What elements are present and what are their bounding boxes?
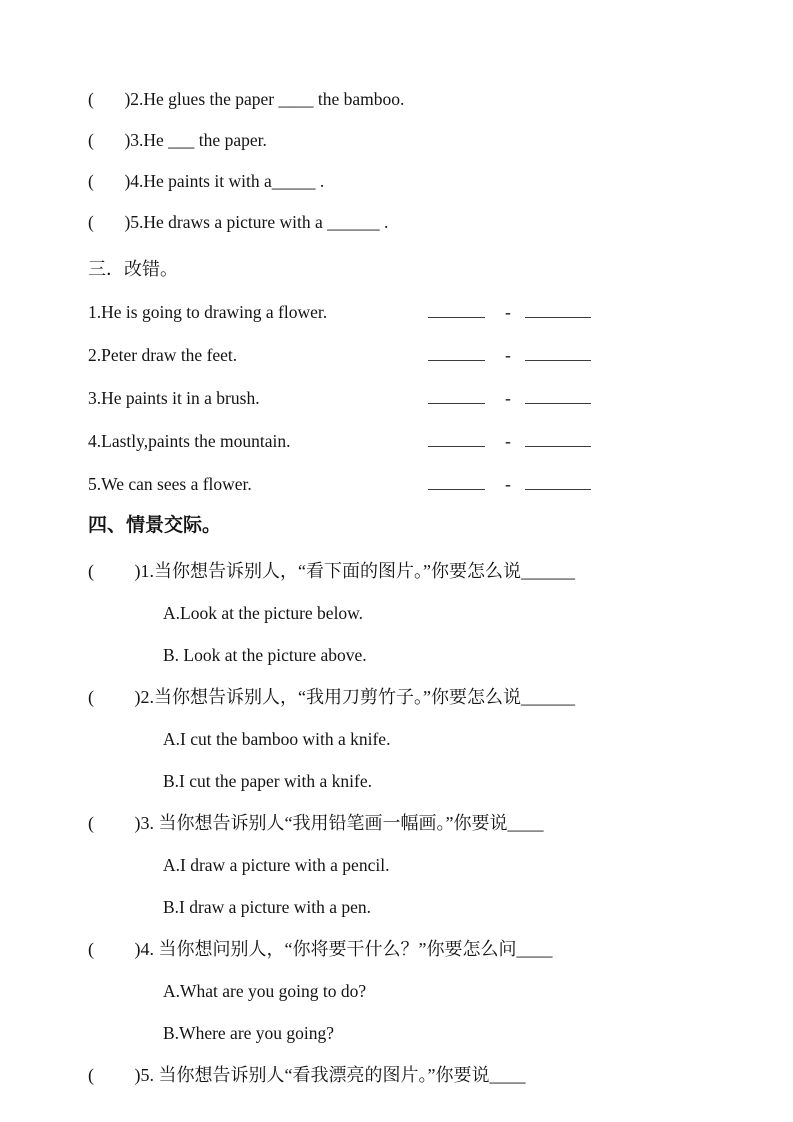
correction-sentence: 2.Peter draw the feet.	[88, 345, 238, 365]
fill-item-2: ( )2.He glues the paper ____ the bamboo.	[88, 89, 405, 109]
separator-dash: -	[505, 302, 511, 322]
answer-blank-correct	[525, 385, 591, 404]
answer-blank-correct	[525, 471, 591, 490]
correction-row-2	[88, 342, 753, 366]
correction-sentence: 3.He paints it in a brush.	[88, 388, 260, 408]
question-4-option-b: B.Where are you going?	[163, 1023, 335, 1043]
question-1-option-b: B. Look at the picture above.	[163, 645, 367, 665]
question-1-option-a: A.Look at the picture below.	[163, 603, 364, 623]
answer-blank-wrong	[428, 299, 485, 318]
separator-dash: -	[505, 431, 511, 451]
separator-dash: -	[505, 345, 511, 365]
correction-row-3	[88, 385, 753, 409]
correction-sentence: 1.He is going to drawing a flower.	[88, 302, 328, 322]
answer-blank-correct	[525, 299, 591, 318]
correction-row-1	[88, 299, 753, 323]
answer-blank-wrong	[428, 428, 485, 447]
situational-question-2: ( )2.当你想告诉别人，“我用刀剪竹子。”你要怎么说______	[88, 687, 575, 707]
situational-question-3: ( )3. 当你想告诉别人“我用铅笔画一幅画。”你要说____	[88, 813, 544, 833]
fill-item-4: ( )4.He paints it with a_____ .	[88, 171, 325, 191]
correction-section-title: 三．改错。	[88, 259, 178, 279]
correction-row-5	[88, 471, 753, 495]
answer-blank-wrong	[428, 471, 485, 490]
situational-section-title: 四、情景交际。	[88, 515, 222, 536]
answer-blank-correct	[525, 342, 591, 361]
separator-dash: -	[505, 388, 511, 408]
fill-item-3: ( )3.He ___ the paper.	[88, 130, 267, 150]
situational-question-4: ( )4. 当你想问别人，“你将要干什么？”你要怎么问____	[88, 939, 553, 959]
situational-question-5: ( )5. 当你想告诉别人“看我漂亮的图片。”你要说____	[88, 1065, 526, 1085]
question-2-option-b: B.I cut the paper with a knife.	[163, 771, 372, 791]
question-2-option-a: A.I cut the bamboo with a knife.	[163, 729, 391, 749]
fill-item-5: ( )5.He draws a picture with a ______ .	[88, 212, 389, 232]
situational-question-1: ( )1.当你想告诉别人，“看下面的图片。”你要怎么说______	[88, 561, 575, 581]
question-3-option-b: B.I draw a picture with a pen.	[163, 897, 371, 917]
answer-blank-wrong	[428, 385, 485, 404]
correction-sentence: 4.Lastly,paints the mountain.	[88, 431, 291, 451]
question-4-option-a: A.What are you going to do?	[163, 981, 367, 1001]
separator-dash: -	[505, 474, 511, 494]
correction-sentence: 5.We can sees a flower.	[88, 474, 252, 494]
question-3-option-a: A.I draw a picture with a pencil.	[163, 855, 390, 875]
answer-blank-correct	[525, 428, 591, 447]
correction-row-4	[88, 428, 753, 452]
answer-blank-wrong	[428, 342, 485, 361]
